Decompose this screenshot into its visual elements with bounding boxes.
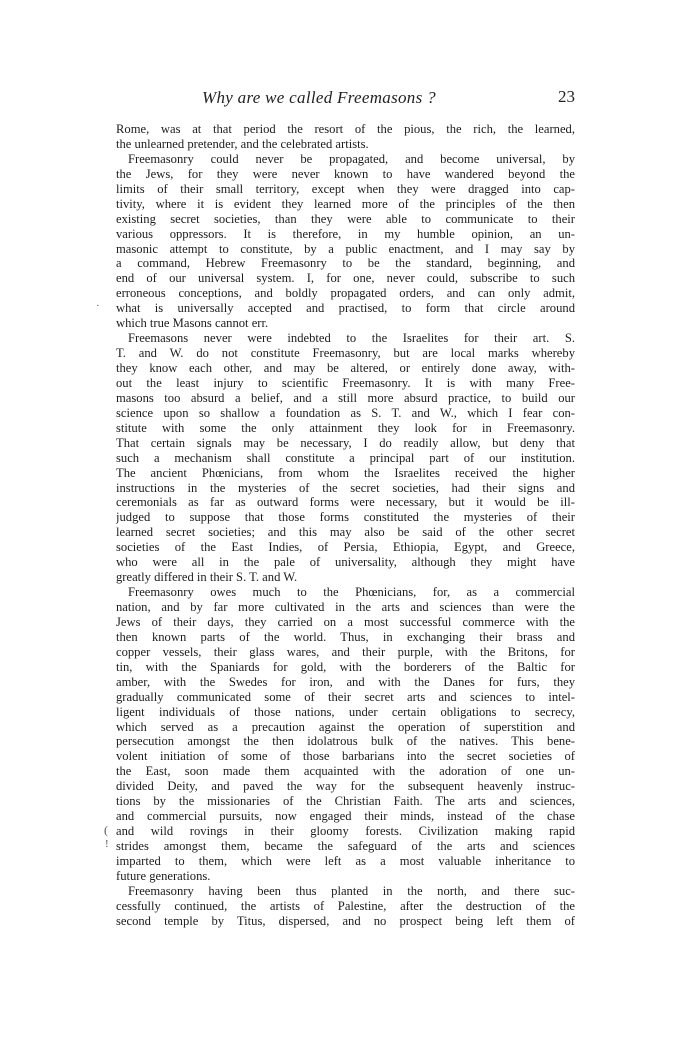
text-line: Freemasonry could never be propagated, and become universal, by — [128, 151, 575, 166]
text-line: nation, and by far more cultivated in the arts and sciences than were the — [116, 600, 575, 614]
text-line: out the least injury to scientific Freemasonry. It is with many Free- — [116, 375, 575, 390]
text-line: tivity, where it is evident they learned more of the principles of the then — [116, 196, 575, 211]
text-line: which served as a precaution against the operation of superstition and — [116, 719, 575, 734]
text-line: learned secret societies; and this may also be said of the other secret — [116, 525, 575, 540]
text-line: such a mechanism shall constitute a principal part of our institution. — [116, 450, 575, 465]
text-line: divided Deity, and paved the way for the subsequent heavenly instruc- — [116, 779, 575, 794]
text-line: what is universally accepted and practised, to form that circle around — [116, 301, 575, 316]
body-text — [116, 122, 575, 929]
text-line: instructions in the mysteries of the secret societies, had their signs and — [116, 480, 575, 495]
text-line: T. and W. do not constitute Freemasonry, but are local marks whereby — [116, 346, 575, 361]
text-line: various oppressors. It is therefore, in my humble opinion, an un- — [116, 226, 575, 241]
text-line: Freemasons never were indebted to the Israelites for their art. S. — [128, 331, 575, 346]
text-line: they know each other, and may be altered, or entirely done away, with- — [116, 361, 575, 375]
text-line: amber, with the Swedes for iron, and with the Danes for furs, they — [116, 674, 575, 689]
text-line: persecution amongst the then idolatrous bulk of the natives. This bene- — [116, 734, 575, 749]
text-line: The ancient Phœnicians, from whom the Israelites received the higher — [116, 465, 575, 480]
text-line: That certain signals may be necessary, I do readily allow, but deny that — [116, 435, 575, 450]
text-line: then known parts of the world. Thus, in exchanging their brass and — [116, 629, 575, 644]
text-line: societies of the East Indies, of Persia, Ethiopia, Egypt, and Greece, — [116, 540, 575, 555]
running-title: Why are we called Freemasons ? — [202, 88, 436, 107]
text-line: which true Masons cannot err. — [116, 316, 269, 331]
margin-tick-mark: ! — [105, 838, 109, 850]
text-line: cessfully continued, the artists of Palestine, after the destruction of the — [116, 898, 575, 913]
text-line: science upon so shallow a foundation as S. T. and W., which I fear con- — [116, 405, 575, 420]
text-line: Freemasonry owes much to the Phœnicians, for, as a commercial — [128, 585, 575, 600]
text-line: tions by the missionaries of the Christian Faith. The arts and sciences, — [116, 794, 575, 809]
text-line: masons too absurd a belief, and a still more absurd practice, to build our — [116, 390, 575, 405]
text-line: strides amongst them, became the safeguard of the arts and sciences — [116, 839, 575, 853]
text-line: the East, soon made them acquainted with the adoration of one un- — [116, 764, 575, 779]
text-line: Rome, was at that period the resort of the pious, the rich, the learned, — [116, 122, 575, 136]
text-line: imparted to them, which were left as a most valuable inheritance to — [116, 853, 575, 868]
text-line: limits of their small territory, except when they were dragged into cap- — [116, 181, 575, 196]
text-line: and commercial pursuits, now engaged their minds, instead of the chase — [116, 809, 575, 824]
text-line: judged to suppose that those forms constituted the mysteries of their — [116, 510, 575, 525]
text-line: Freemasonry having been thus planted in the north, and there suc- — [128, 883, 575, 898]
margin-dot: · — [96, 300, 100, 312]
text-line: and wild rovings in their gloomy forests. Civilization making rapid — [116, 824, 575, 839]
text-line: ceremonials as far as outward forms were necessary, but it would be ill- — [116, 495, 575, 510]
page-number: 23 — [558, 87, 575, 106]
text-line: volent initiation of some of those barbarians into the secret societies of — [116, 749, 575, 764]
text-line: stitute with some the only attainment they look for in Freemasonry. — [116, 420, 575, 435]
text-line: existing secret societies, than they were able to communicate to their — [116, 211, 575, 226]
text-line: the Jews, for they were never known to have wandered beyond the — [116, 166, 575, 181]
text-line: the unlearned pretender, and the celebrated artists. — [116, 136, 369, 151]
text-line: copper vessels, their glass wares, and their purple, with the Britons, for — [116, 644, 575, 659]
text-line: future generations. — [116, 868, 211, 883]
text-line: erroneous conceptions, and boldly propagated orders, and can only admit, — [116, 286, 575, 301]
text-line: ligent individuals of those nations, under certain obligations to secrecy, — [116, 704, 575, 719]
text-line: Jews of their days, they carried on a most successful commerce with the — [116, 614, 575, 629]
text-line: tin, with the Spaniards for gold, with the borderers of the Baltic for — [116, 659, 575, 674]
text-line: who were all in the pale of universality, although they might have — [116, 555, 575, 570]
text-line: masonic attempt to constitute, by a public enactment, and I may say by — [116, 241, 575, 256]
text-line: a command, Hebrew Freemasonry to be the standard, beginning, and — [116, 256, 575, 271]
running-head — [116, 86, 575, 112]
text-line: second temple by Titus, dispersed, and no prospect being left them of — [116, 913, 575, 928]
text-line: greatly differed in their S. T. and W. — [116, 570, 298, 585]
margin-bracket-mark: ( — [104, 823, 108, 837]
text-line: gradually communicated some of their secret arts and sciences to intel- — [116, 689, 575, 704]
text-line: end of our universal system. I, for one, never could, subscribe to such — [116, 271, 575, 286]
